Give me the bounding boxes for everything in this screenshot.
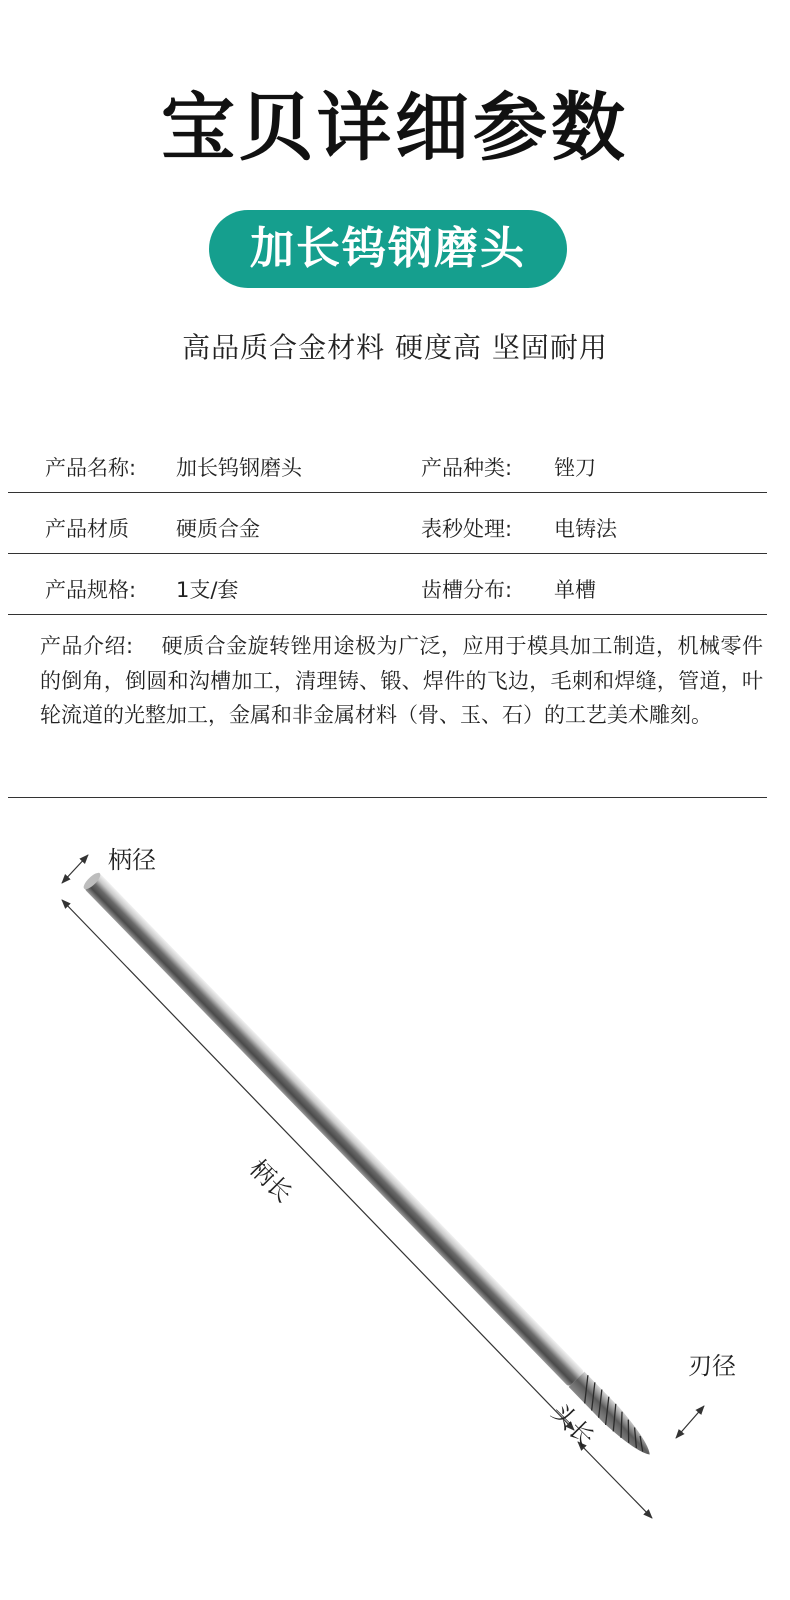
carbide-burr — [81, 870, 657, 1462]
spec-value: 单槽 — [554, 578, 596, 602]
spec-row — [8, 493, 767, 554]
spec-value: 加长钨钢磨头 — [176, 456, 302, 480]
blade-diameter-label: 刃径 — [688, 1352, 736, 1380]
intro-paragraph — [40, 629, 763, 733]
spec-value: 电铸法 — [554, 517, 617, 541]
spec-label: 产品种类: — [421, 456, 513, 480]
spec-label: 齿槽分布: — [421, 578, 513, 602]
shank-length-label: 柄长 — [243, 1154, 298, 1208]
shank-length-arrow — [62, 900, 574, 1430]
blade-diameter-arrow — [676, 1406, 704, 1438]
spec-label: 产品材质 — [45, 517, 129, 541]
head-length-arrow — [578, 1442, 652, 1518]
shank-diameter-label: 柄径 — [108, 846, 156, 874]
spec-label: 产品规格: — [45, 578, 137, 602]
product-name-badge: 加长钨钢磨头 — [209, 210, 567, 288]
intro-text: 硬质合金旋转锉用途极为广泛，应用于模具加工制造，机械零件的倒角，倒圆和沟槽加工，清理铸、锻、焊件的飞边，毛刺和焊缝，管道，叶轮流道的光整加工，金属和非金属材料（骨、玉、石）的工艺美术雕刻。 — [40, 634, 764, 727]
spec-label: 表秒处理: — [421, 517, 513, 541]
tool-shank — [84, 873, 584, 1387]
tagline: 高品质合金材料 硬度高 坚固耐用 — [182, 331, 608, 364]
tool-illustration — [0, 800, 790, 1596]
page-title: 宝贝详细参数 — [161, 85, 629, 171]
spec-label: 产品名称: — [45, 456, 137, 480]
tool-dimension-diagram — [0, 800, 790, 1600]
spec-row — [8, 554, 767, 615]
spec-value: 1支/套 — [176, 578, 239, 602]
spec-value: 硬质合金 — [176, 517, 260, 541]
spec-value: 锉刀 — [554, 456, 596, 480]
intro-row — [8, 615, 767, 798]
intro-label: 产品介绍: — [40, 634, 134, 658]
shank-diameter-arrow — [62, 855, 88, 883]
spec-row — [8, 432, 767, 493]
head-length-label: 头长 — [545, 1398, 600, 1452]
spec-table — [8, 432, 767, 798]
